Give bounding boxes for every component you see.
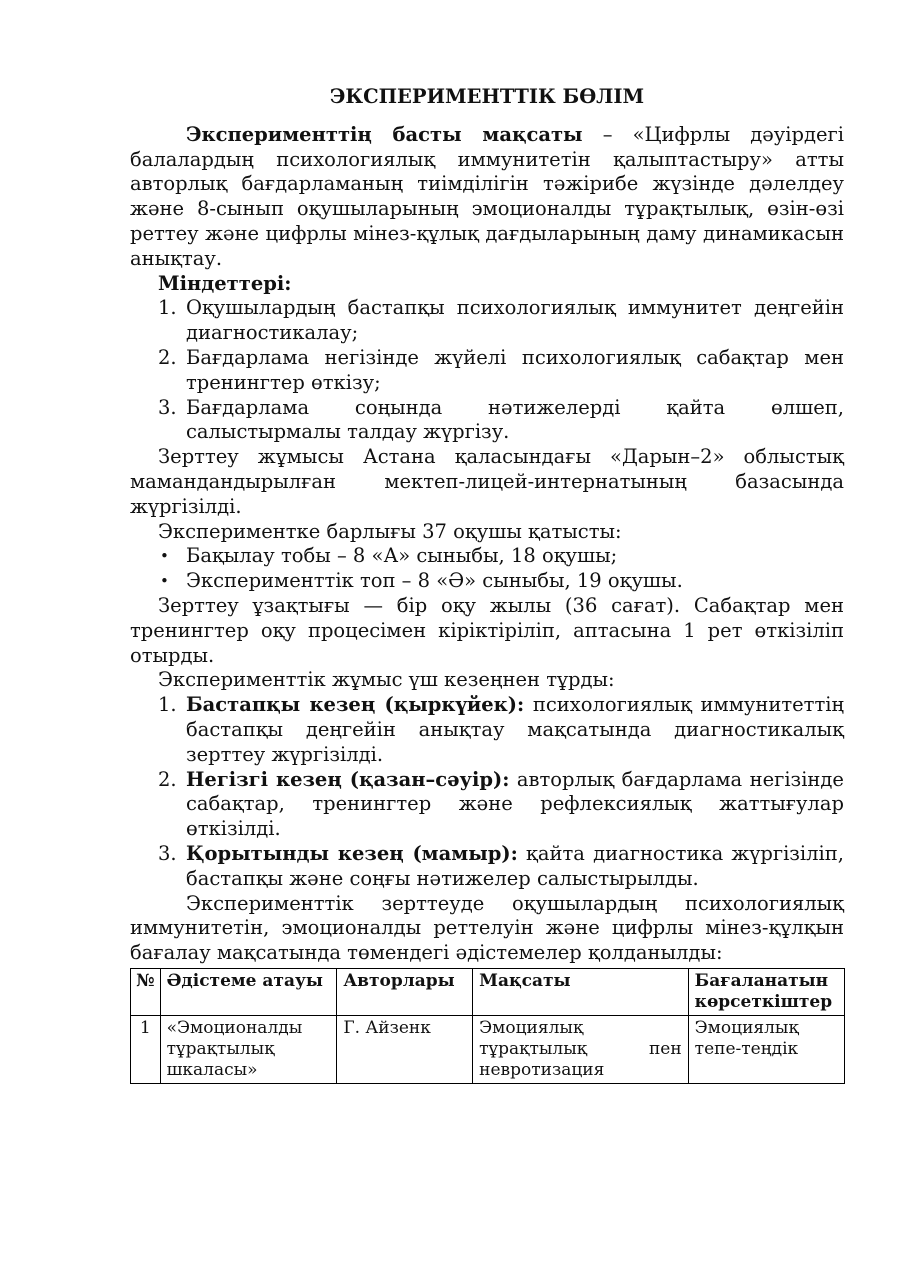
item-text: Эксперименттік топ – 8 «Ә» сыныбы, 19 оқушы. [186, 569, 683, 593]
item-text: Бағдарлама негізінде жүйелі психологиялық сабақтар мен тренингтер өткізу; [186, 345, 844, 394]
stage-name: Бастапқы кезең (қыркүйек): [186, 693, 525, 717]
table-row [131, 1015, 845, 1083]
header-method: Әдістеме атауы [160, 968, 337, 1015]
page-title: ЭКСПЕРИМЕНТТІК БӨЛІМ [329, 85, 645, 108]
participants-list [130, 544, 844, 594]
tasks-label: Міндеттері: [158, 271, 292, 295]
cell-indicators: Эмоциялық тепе-теңдік [688, 1015, 844, 1083]
item-number: 1. [158, 693, 177, 717]
item-number: 2. [158, 767, 177, 791]
list-item [130, 842, 844, 892]
stage-name: Негізгі кезең (қазан–сәуір): [186, 767, 510, 791]
header-purpose: Мақсаты [473, 968, 689, 1015]
item-text: қайта диагностика жүргізіліп, бастапқы және соңғы нәтижелер салыстырылды. [186, 841, 844, 890]
participants-intro: Экспериментке барлығы 37 оқушы қатысты: [158, 519, 622, 543]
stages-intro: Эксперименттік жұмыс үш кезеңнен тұрды: [158, 668, 615, 692]
bullet-icon: • [160, 547, 169, 566]
stage-name: Қорытынды кезең (мамыр): [186, 841, 518, 865]
goal-paragraph [130, 123, 844, 272]
item-number: 3. [158, 395, 177, 419]
stages-list [130, 693, 844, 891]
cell-method: «Эмоционалды тұрақтылық шкаласы» [160, 1015, 337, 1083]
header-indicators: Бағаланатын көрсеткіштер [688, 968, 844, 1015]
list-item [130, 346, 844, 396]
item-text: Оқушылардың бастапқы психологиялық иммунитет деңгейін диагностикалау; [186, 296, 844, 345]
list-item [130, 569, 844, 594]
list-item [130, 296, 844, 346]
item-text: психологиялық иммунитеттің бастапқы деңгейін анықтау мақсатында диагностикалық зерттеу жүргізілді. [186, 693, 844, 766]
list-item [130, 544, 844, 569]
methods-intro: Эксперименттік зерттеуде оқушылардың психологиялық иммунитетін, эмоционалды реттелуін және цифрлы мінез-құлқын бағалау мақсатында төмендегі әдістемелер қолданылды: [130, 891, 844, 965]
item-number: 1. [158, 296, 177, 320]
cell-purpose: Эмоциялық тұрақтылық пен невротизация [473, 1015, 689, 1083]
item-text: Бақылау тобы – 8 «А» сыныбы, 18 оқушы; [186, 544, 618, 568]
location-paragraph: Зерттеу жұмысы Астана қаласындағы «Дарын–2» облыстық мамандандырылған мектеп-лицей-интернатының базасында жүргізілді. [130, 445, 844, 518]
goal-text: – «Цифрлы дәуірдегі балалардың психологиялық иммунитетін қалыптастыру» атты авторлық бағдарламаның тиімділігін тәжірибе жүзінде дәлелдеу және 8-сынып оқушыларының эмоционалды тұрақтылық, өзін-өзі реттеу және цифрлы мінез-құлық дағдыларының даму динамикасын анықтау. [130, 122, 844, 270]
item-number: 2. [158, 345, 177, 369]
item-text: авторлық бағдарлама негізінде сабақтар, тренингтер және рефлексиялық жаттығулар өткізілді. [186, 767, 844, 841]
header-number: № [131, 968, 161, 1015]
list-item [130, 693, 844, 767]
header-authors: Авторлары [337, 968, 473, 1015]
document-page [130, 85, 844, 1084]
cell-authors: Г. Айзенк [337, 1015, 473, 1083]
item-text: Бағдарлама соңында нәтижелерді қайта өлшеп, салыстырмалы талдау жүргізу. [186, 395, 844, 444]
cell-number: 1 [131, 1015, 161, 1083]
duration-paragraph: Зерттеу ұзақтығы — бір оқу жылы (36 сағат). Сабақтар мен тренингтер оқу процесімен кіріктіріліп, аптасына 1 рет өткізіліп отырды. [130, 593, 844, 667]
table-header-row [131, 968, 845, 1015]
goal-lead: Эксперименттің басты мақсаты [186, 122, 583, 146]
list-item [130, 768, 844, 842]
item-number: 3. [158, 841, 177, 865]
bullet-icon: • [160, 572, 169, 591]
methods-table [130, 968, 845, 1084]
list-item [130, 396, 844, 446]
tasks-list [130, 296, 844, 445]
